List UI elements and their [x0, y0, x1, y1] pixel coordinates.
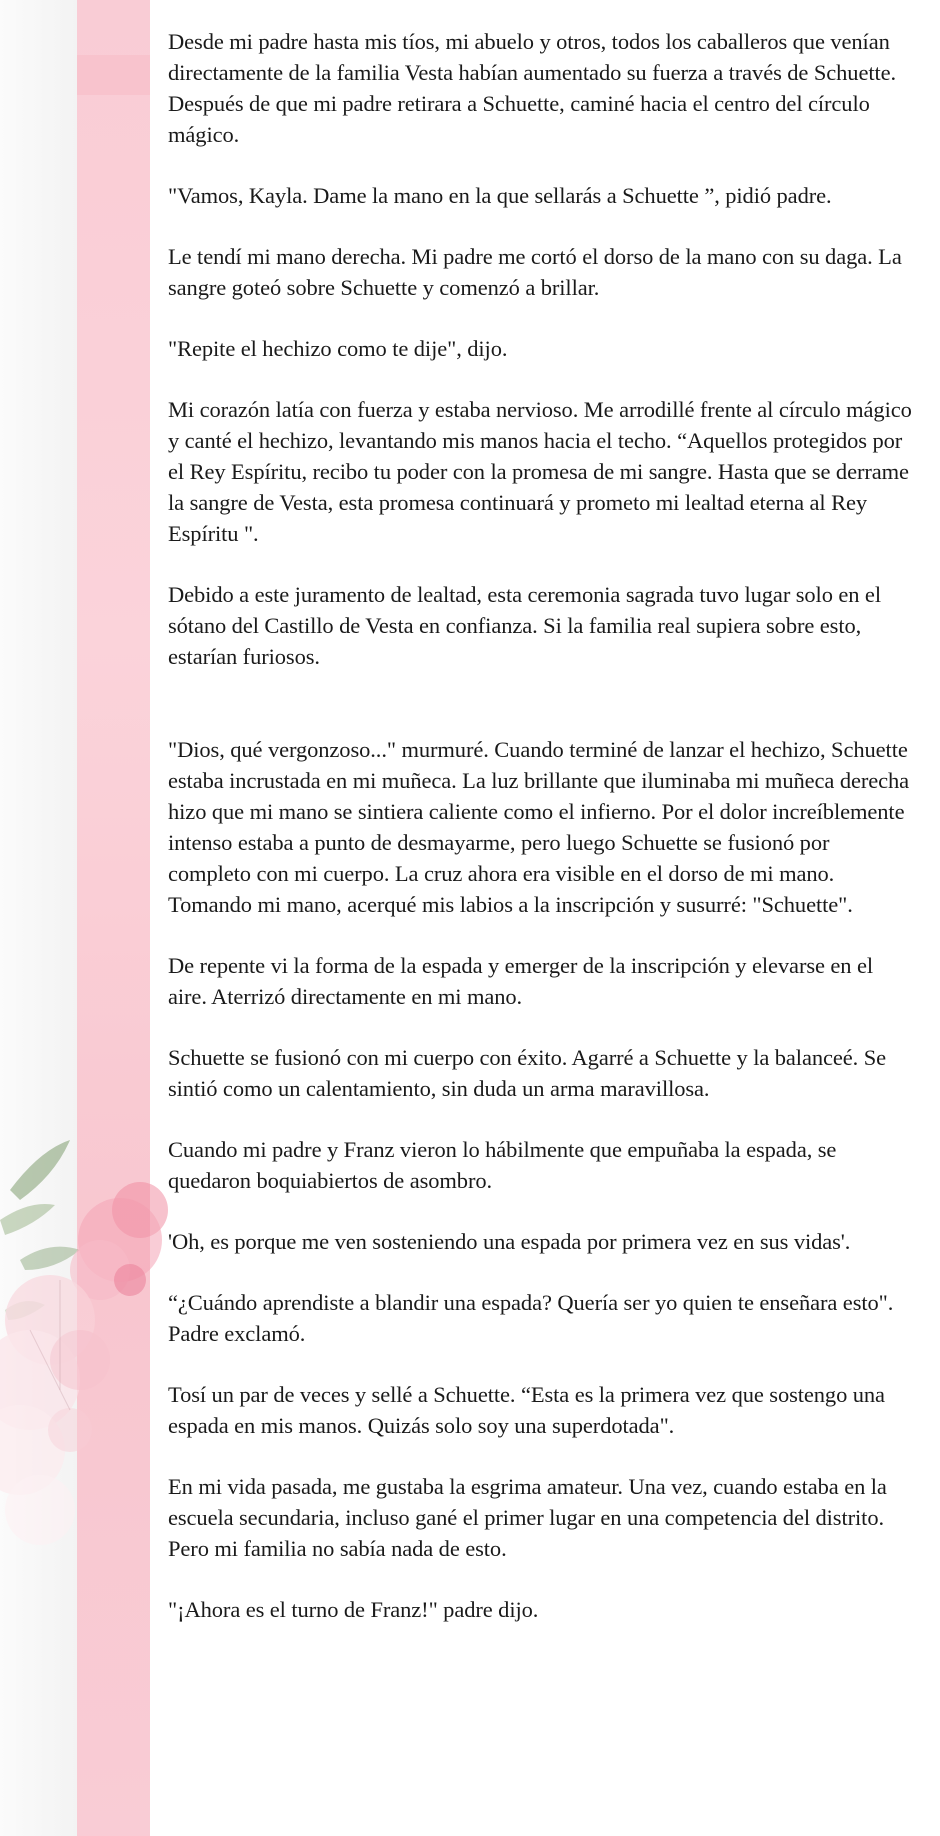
- paragraph: 'Oh, es porque me ven sosteniendo una espada por primera vez en sus vidas'.: [168, 1229, 851, 1254]
- floral-decoration-icon: [0, 1130, 180, 1570]
- paragraph: De repente vi la forma de la espada y emerger de la inscripción y elevarse en el aire. Aterrizó directamente en mi mano.: [168, 953, 874, 1009]
- paragraph: "Vamos, Kayla. Dame la mano en la que sellarás a Schuette ”, pidió padre.: [168, 183, 832, 208]
- paragraph: "Repite el hechizo como te dije", dijo.: [168, 336, 508, 361]
- paragraph: Tosí un par de veces y sellé a Schuette. “Esta es la primera vez que sostengo una espada en mis manos. Quizás solo soy una superdotada".: [168, 1382, 885, 1438]
- paragraph: En mi vida pasada, me gustaba la esgrima amateur. Una vez, cuando estaba en la escuela secundaria, incluso gané el primer lugar en una competencia del distrito. Pero mi familia no sabía nada de esto.: [168, 1474, 887, 1561]
- paragraph: Schuette se fusionó con mi cuerpo con éxito. Agarré a Schuette y la balanceé. Se sintió como un calentamiento, sin duda un arma maravillosa.: [168, 1045, 886, 1101]
- paragraph: Desde mi padre hasta mis tíos, mi abuelo y otros, todos los caballeros que venían directamente de la familia Vesta habían aumentado su fuerza a través de Schuette. Después de que mi padre retirara a Schuette, caminé hacia el centro del círculo mágico.: [168, 29, 897, 147]
- paragraph: Mi corazón latía con fuerza y estaba nervioso. Me arrodillé frente al círculo mágico y canté el hechizo, levantando mis manos hacia el techo. “Aquellos protegidos por el Rey Espíritu, recibo tu poder con la promesa de mi sangre. Hasta que se derrame la sangre de Vesta, esta promesa continuará y prometo mi lealtad eterna al Rey Espíritu ".: [168, 397, 912, 546]
- paragraph: "¡Ahora es el turno de Franz!" padre dijo.: [168, 1597, 539, 1622]
- paragraph: "Dios, qué vergonzoso..." murmuré. Cuando terminé de lanzar el hechizo, Schuette estaba incrustada en mi muñeca. La luz brillante que iluminaba mi muñeca derecha hizo que mi mano se sintiera caliente como el infierno. Por el dolor increíblemente intenso estaba a punto de desmayarme, pero luego Schuette se fusionó por completo con mi cuerpo. La cruz ahora era visible en el dorso de mi mano. Tomando mi mano, acerqué mis labios a la inscripción y susurré: "Schuette".: [168, 737, 910, 917]
- paragraph: “¿Cuándo aprendiste a blandir una espada? Quería ser yo quien te enseñara esto". Padre exclamó.: [168, 1290, 894, 1346]
- paragraph: Le tendí mi mano derecha. Mi padre me cortó el dorso de la mano con su daga. La sangre goteó sobre Schuette y comenzó a brillar.: [168, 244, 902, 300]
- paragraph: Cuando mi padre y Franz vieron lo hábilmente que empuñaba la espada, se quedaron boquiabiertos de asombro.: [168, 1137, 837, 1193]
- story-text: [168, 26, 913, 1655]
- pink-band-highlight: [77, 55, 150, 95]
- paragraph: Debido a este juramento de lealtad, esta ceremonia sagrada tuvo lugar solo en el sótano del Castillo de Vesta en confianza. Si la familia real supiera sobre esto, estarían furiosos.: [168, 582, 881, 669]
